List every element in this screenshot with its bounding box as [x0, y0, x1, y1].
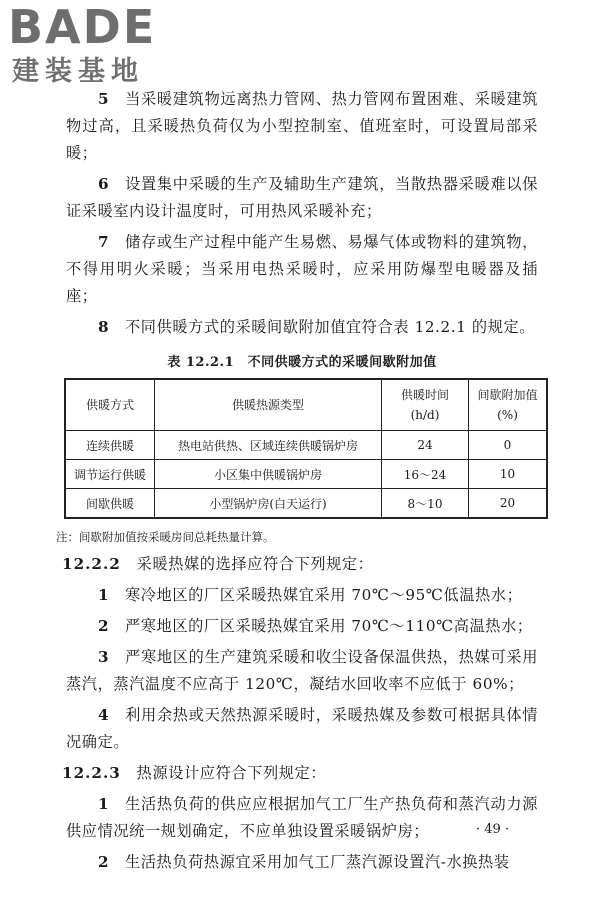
header-method: 供暖方式 [65, 379, 155, 431]
table-caption: 表 12.2.1 不同供暖方式的采暖间歇附加值 [167, 355, 437, 370]
header-time: 供暖时间 (h/d) [382, 379, 469, 431]
table-header-row [65, 379, 547, 431]
logo-text: BADE [8, 0, 157, 54]
clause-12-2-2-item-4: 4 利用余热或天然热源采暖时，采暖热媒及参数可根据具体情况确定。 [66, 706, 538, 751]
paragraph-6: 6 设置集中采暖的生产及辅助生产建筑，当散热器采暖难以保证采暖室内设计温度时，可用热风采暖补充； [66, 175, 538, 220]
table-row: 连续供暖 热电站供热、区域连续供暖锅炉房 24 0 [65, 431, 547, 460]
clause-12-2-2-item-1: 1 寒冷地区的厂区采暖热媒宜采用 70℃～95℃低温热水； [98, 586, 523, 604]
page-number: · 49 · [476, 822, 510, 837]
table-row: 调节运行供暖 小区集中供暖锅炉房 16～24 10 [65, 460, 547, 489]
logo-subtitle: 建装基地 [12, 56, 144, 87]
table-note: 注：间歇附加值按采暖房间总耗热量计算。 [56, 530, 275, 544]
clause-12-2-3-item-1: 1 生活热负荷的供应应根据加气工厂生产热负荷和蒸汽动力源供应情况统一规划确定，不应单独设置采暖锅炉房； [66, 795, 538, 840]
logo [8, 0, 178, 94]
clause-12-2-3: 12.2.3 热源设计应符合下列规定： [62, 764, 327, 782]
header-additional: 间歇附加值 (%) [469, 379, 548, 431]
clause-12-2-2-item-2: 2 严寒地区的厂区采暖热媒宜采用 70℃～110℃高温热水； [98, 617, 533, 635]
document-body [56, 86, 538, 880]
paragraph-8: 8 不同供暖方式的采暖间歇附加值宜符合表 12.2.1 的规定。 [98, 318, 536, 336]
heating-table [64, 378, 548, 519]
paragraph-7: 7 储存或生产过程中能产生易燃、易爆气体或物料的建筑物，不得用明火采暖；当采用电热采暖时，应采用防爆型电暖器及插座； [66, 233, 538, 305]
paragraph-5: 5 当采暖建筑物远离热力管网、热力管网布置困难、采暖建筑物过高，且采暖热负荷仅为小型控制室、值班室时，可设置局部采暖； [66, 90, 538, 162]
table-row: 间歇供暖 小型锅炉房(白天运行) 8～10 20 [65, 489, 547, 519]
clause-12-2-2: 12.2.2 采暖热媒的选择应符合下列规定： [62, 555, 374, 573]
header-source: 供暖热源类型 [155, 379, 382, 431]
clause-12-2-3-item-2: 2 生活热负荷热源宜采用加气工厂蒸汽源设置汽-水换热装 [98, 853, 510, 871]
clause-12-2-2-item-3: 3 严寒地区的生产建筑采暖和收尘设备保温供热，热媒可采用蒸汽，蒸汽温度不应高于 120℃，凝结水回收率不应低于 60%； [66, 648, 538, 693]
